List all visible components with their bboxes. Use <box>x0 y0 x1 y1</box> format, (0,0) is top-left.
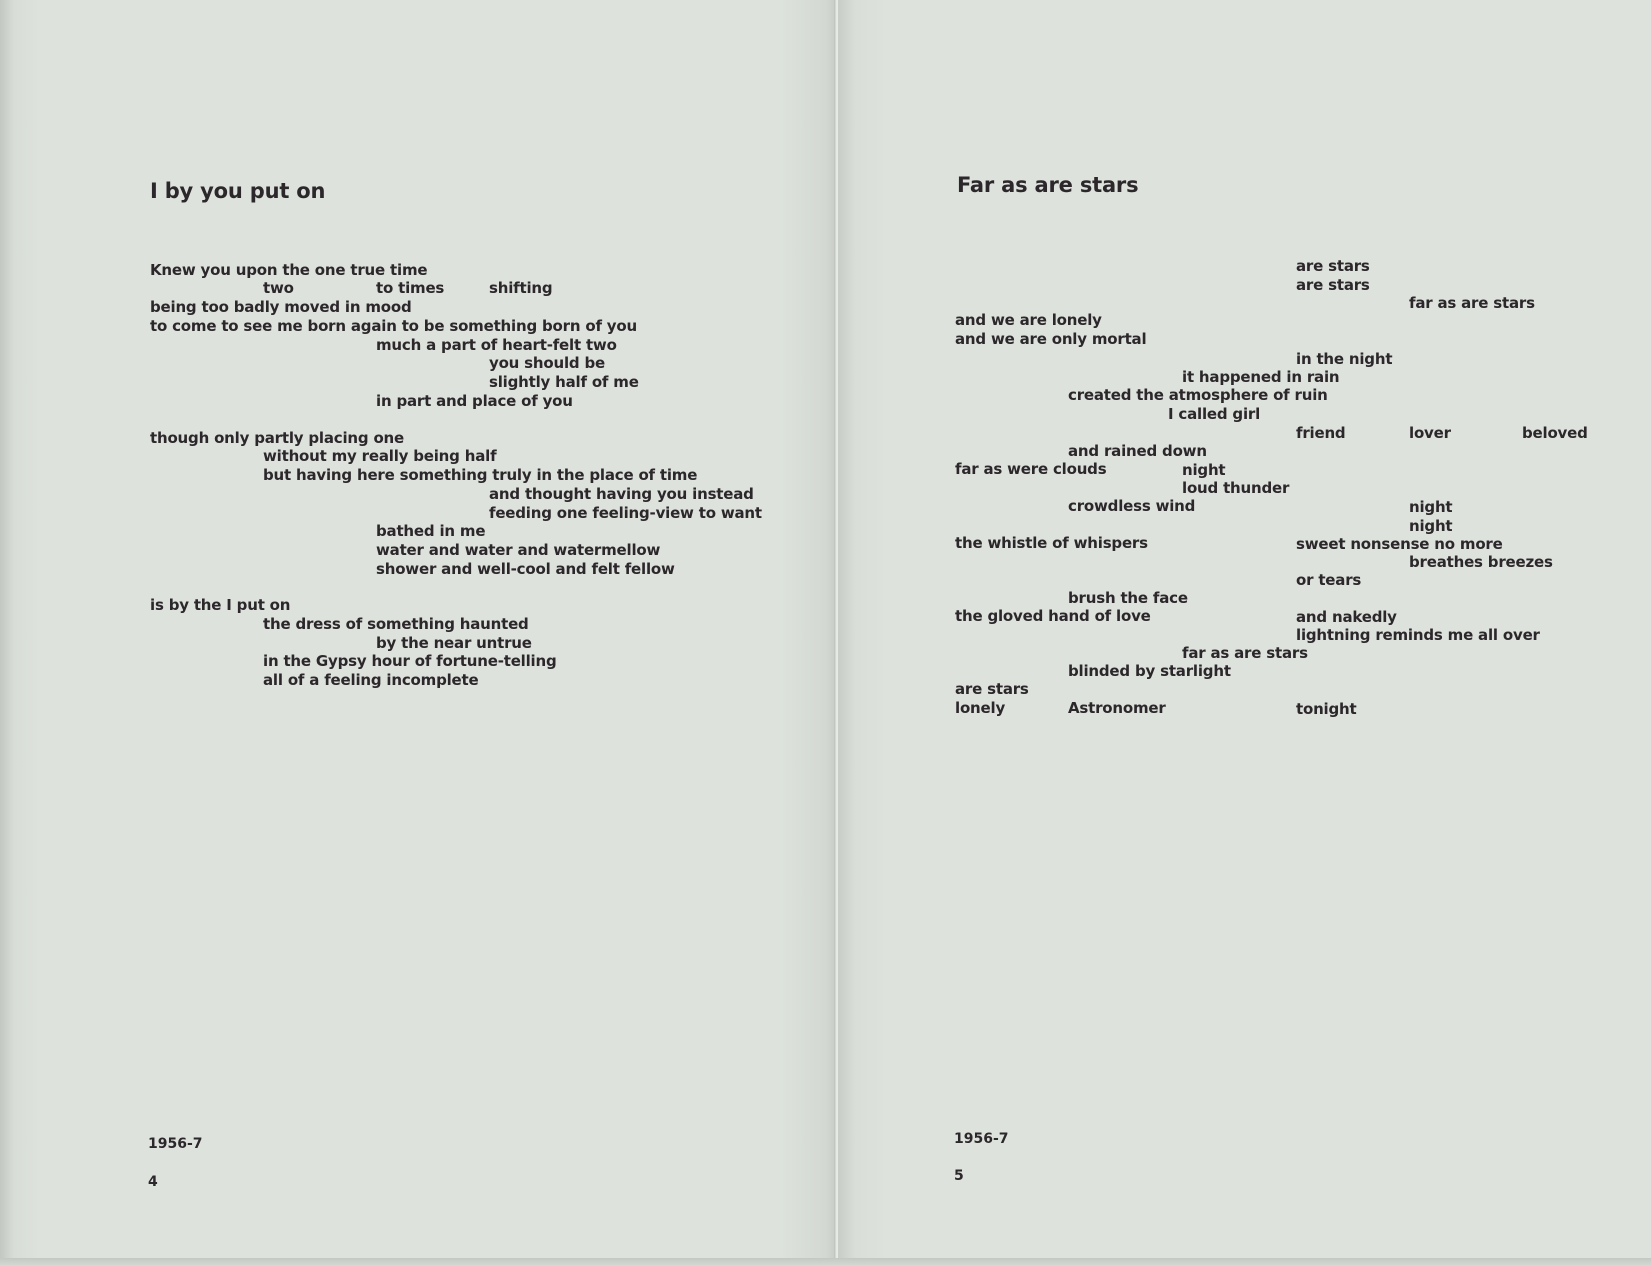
poem-line: by the near untrue <box>376 634 532 652</box>
poem-line: I called girl <box>1168 405 1261 423</box>
poem-line: and we are only mortal <box>955 330 1147 348</box>
page-number: 5 <box>954 1168 964 1184</box>
poem-line: blinded by starlight <box>1068 662 1231 680</box>
poem-line: you should be <box>489 354 605 372</box>
poem-title: Far as are stars <box>957 173 1139 197</box>
poem-line: tonight <box>1296 700 1357 718</box>
poem-line: slightly half of me <box>489 373 639 391</box>
poem-line: breathes breezes <box>1409 553 1553 571</box>
poem-line: without my really being half <box>263 447 497 465</box>
poem-line: night <box>1409 498 1453 516</box>
poem-line: friend <box>1296 424 1346 442</box>
page-number: 4 <box>148 1174 158 1190</box>
poem-line: all of a feeling incomplete <box>263 671 479 689</box>
poem-line: shifting <box>489 279 553 297</box>
poem-line: the dress of something haunted <box>263 615 529 633</box>
poem-line: in part and place of you <box>376 392 573 410</box>
poem-line: much a part of heart-felt two <box>376 336 617 354</box>
poem-line: the whistle of whispers <box>955 534 1148 552</box>
poem-line: to come to see me born again to be something born of you <box>150 317 637 335</box>
poem-line: and thought having you instead <box>489 485 754 503</box>
poem-line: far as are stars <box>1409 294 1535 312</box>
poem-line: and rained down <box>1068 442 1207 460</box>
poem-line: sweet nonsense no more <box>1296 535 1503 553</box>
poem-line: beloved <box>1522 424 1588 442</box>
poem-line: though only partly placing one <box>150 429 404 447</box>
poem-line: lightning reminds me all over <box>1296 626 1540 644</box>
poem-date: 1956-7 <box>954 1131 1009 1147</box>
poem-line: water and water and watermellow <box>376 541 661 559</box>
poem-line: the gloved hand of love <box>955 607 1151 625</box>
poem-line: lonely <box>955 699 1006 717</box>
poem-date: 1956-7 <box>148 1136 203 1152</box>
poem-line: are stars <box>955 680 1029 698</box>
poem-line: are stars <box>1296 257 1370 275</box>
poem-line: being too badly moved in mood <box>150 298 412 316</box>
poem-line: but having here something truly in the place of time <box>263 466 698 484</box>
poem-line: brush the face <box>1068 589 1188 607</box>
poem-line: lover <box>1409 424 1451 442</box>
right-page <box>838 0 1651 1262</box>
poem-line: and we are lonely <box>955 311 1102 329</box>
poem-line: or tears <box>1296 571 1362 589</box>
poem-line: shower and well-cool and felt fellow <box>376 560 675 578</box>
poem-line: bathed in me <box>376 522 486 540</box>
poem-line: crowdless wind <box>1068 497 1196 515</box>
poem-line: far as are stars <box>1182 644 1308 662</box>
poem-line: is by the I put on <box>150 596 291 614</box>
poem-line: night <box>1182 461 1226 479</box>
poem-line: far as were clouds <box>955 460 1107 478</box>
poem-line: loud thunder <box>1182 479 1290 497</box>
page-bottom-edge <box>0 1258 1651 1266</box>
poem-line: in the night <box>1296 350 1393 368</box>
poem-line: in the Gypsy hour of fortune-telling <box>263 652 557 670</box>
poem-line: Astronomer <box>1068 699 1166 717</box>
poem-line: feeding one feeling-view to want <box>489 504 762 522</box>
poem-line: Knew you upon the one true time <box>150 261 428 279</box>
poem-line: it happened in rain <box>1182 368 1340 386</box>
poem-line: two <box>263 279 294 297</box>
poem-line: are stars <box>1296 276 1370 294</box>
poem-title: I by you put on <box>150 179 326 203</box>
poem-line: created the atmosphere of ruin <box>1068 386 1328 404</box>
poem-line: to times <box>376 279 445 297</box>
poem-line: and nakedly <box>1296 608 1397 626</box>
poem-line: night <box>1409 517 1453 535</box>
